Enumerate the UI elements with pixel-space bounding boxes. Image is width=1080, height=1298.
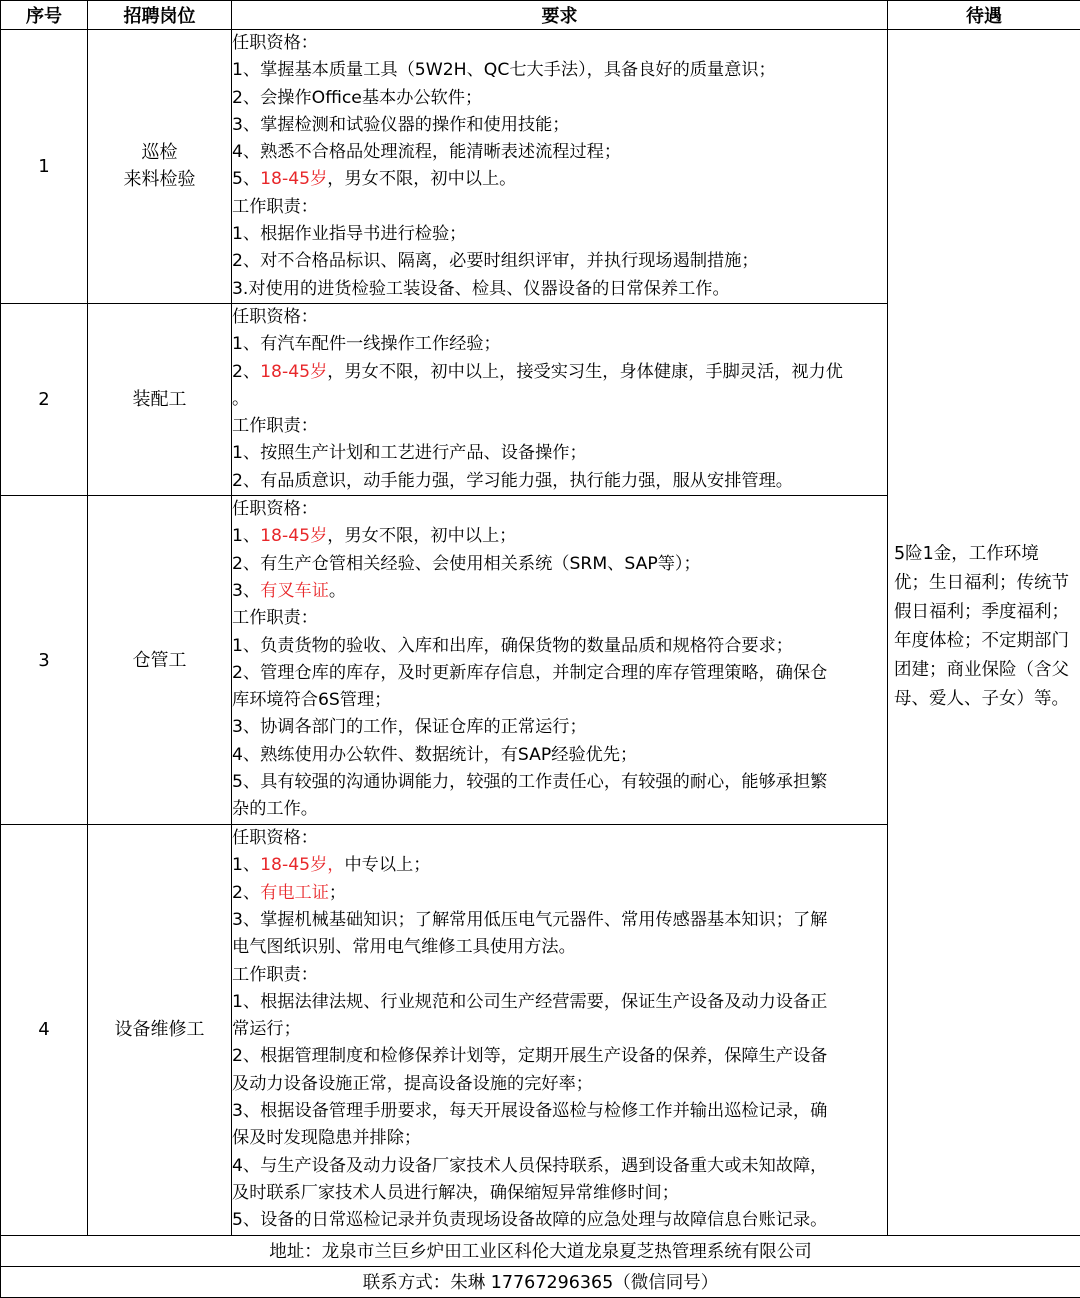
position-line: 来料检验 (88, 166, 231, 193)
requirement-line: 工作职责： (232, 962, 887, 989)
benefits-line: 优；生日福利；传统节 (894, 569, 1074, 598)
requirement-line: 2、根据管理制度和检修保养计划等，定期开展生产设备的保养，保障生产设备 (232, 1043, 887, 1070)
highlight-text: 18-45岁 (260, 526, 327, 546)
requirement-line: 5、具有较强的沟通协调能力，较强的工作责任心，有较强的耐心，能够承担繁 (232, 769, 887, 796)
requirement-line: 。 (232, 386, 887, 413)
row-number: 1 (1, 30, 88, 304)
address-text: 地址：龙泉市兰巨乡炉田工业区科伦大道龙泉夏芝热管理系统有限公司 (1, 1235, 1080, 1266)
requirements-cell (232, 825, 888, 1235)
requirement-line: 3、掌握机械基础知识；了解常用低压电气元器件、常用传感器基本知识；了解 (232, 907, 887, 934)
requirement-line: 3、根据设备管理手册要求，每天开展设备巡检与检修工作并输出巡检记录，确 (232, 1098, 887, 1125)
position-name (88, 30, 232, 304)
highlight-text: 18-45岁， (260, 855, 344, 875)
requirement-line: 4、熟悉不合格品处理流程，能清晰表述流程过程； (232, 139, 887, 166)
requirement-line: 3、掌握检测和试验仪器的操作和使用技能； (232, 112, 887, 139)
requirement-line: 5、设备的日常巡检记录并负责现场设备故障的应急处理与故障信息台账记录。 (232, 1207, 887, 1234)
requirement-line: 3.对使用的进货检验工装设备、检具、仪器设备的日常保养工作。 (232, 276, 887, 303)
row-number: 2 (1, 303, 88, 495)
requirement-line: 任职资格： (232, 30, 887, 57)
requirement-line: 工作职责： (232, 413, 887, 440)
requirement-line: 2、有电工证； (232, 880, 887, 907)
requirement-line: 电气图纸识别、常用电气维修工具使用方法。 (232, 934, 887, 961)
benefits-line: 母、爱人、子女）等。 (894, 685, 1074, 714)
requirement-line: 1、18-45岁，中专以上； (232, 852, 887, 879)
requirement-line: 4、熟练使用办公软件、数据统计，有SAP经验优先； (232, 742, 887, 769)
requirement-line: 3、有叉车证。 (232, 578, 887, 605)
benefits-line: 假日福利；季度福利； (894, 598, 1074, 627)
footer-row (1, 1235, 1080, 1266)
header-benefits: 待遇 (888, 1, 1080, 30)
row-number: 3 (1, 496, 88, 825)
requirements-cell (232, 303, 888, 495)
requirement-line: 库环境符合6S管理； (232, 687, 887, 714)
requirement-line: 工作职责： (232, 605, 887, 632)
highlight-text: 18-45岁 (260, 169, 327, 189)
benefits-line: 年度体检；不定期部门 (894, 627, 1074, 656)
requirement-line: 工作职责： (232, 194, 887, 221)
benefits-text (894, 540, 1074, 714)
contact-text: 联系方式：朱琳 17767296365（微信同号） (1, 1266, 1080, 1297)
requirement-line: 3、协调各部门的工作，保证仓库的正常运行； (232, 714, 887, 741)
requirement-line: 4、与生产设备及动力设备厂家技术人员保持联系，遇到设备重大或未知故障， (232, 1153, 887, 1180)
requirement-line: 1、按照生产计划和工艺进行产品、设备操作； (232, 440, 887, 467)
header-position: 招聘岗位 (88, 1, 232, 30)
highlight-text: 18-45岁 (260, 362, 327, 382)
requirement-line: 5、18-45岁，男女不限，初中以上。 (232, 166, 887, 193)
header-requirements: 要求 (232, 1, 888, 30)
position-name: 仓管工 (88, 496, 232, 825)
requirement-line: 及动力设备设施正常，提高设备设施的完好率； (232, 1071, 887, 1098)
requirement-line: 1、18-45岁，男女不限，初中以上； (232, 523, 887, 550)
requirement-line: 任职资格： (232, 496, 887, 523)
table-row (1, 30, 1080, 304)
requirement-line: 1、根据作业指导书进行检验； (232, 221, 887, 248)
benefits-line: 5险1金，工作环境 (894, 540, 1074, 569)
requirements-cell (232, 496, 888, 825)
requirement-line: 1、负责货物的验收、入库和出库，确保货物的数量品质和规格符合要求； (232, 633, 887, 660)
requirement-line: 2、对不合格品标识、隔离，必要时组织评审，并执行现场遏制措施； (232, 248, 887, 275)
requirement-line: 2、18-45岁，男女不限，初中以上，接受实习生，身体健康，手脚灵活，视力优 (232, 359, 887, 386)
requirement-line: 2、管理仓库的库存，及时更新库存信息，并制定合理的库存管理策略，确保仓 (232, 660, 887, 687)
header-num: 序号 (1, 1, 88, 30)
requirement-line: 1、根据法律法规、行业规范和公司生产经营需要，保证生产设备及动力设备正 (232, 989, 887, 1016)
requirement-line: 保及时发现隐患并排除； (232, 1125, 887, 1152)
position-line: 巡检 (88, 139, 231, 166)
requirement-line: 1、有汽车配件一线操作工作经验； (232, 331, 887, 358)
highlight-text: 有电工证 (260, 883, 329, 903)
position-name: 设备维修工 (88, 825, 232, 1235)
requirements-cell (232, 30, 888, 304)
requirement-line: 常运行； (232, 1016, 887, 1043)
benefits-cell (888, 30, 1080, 1236)
requirement-line: 2、有品质意识，动手能力强，学习能力强，执行能力强，服从安排管理。 (232, 468, 887, 495)
requirement-line: 任职资格： (232, 825, 887, 852)
footer-row (1, 1266, 1080, 1297)
requirement-line: 1、掌握基本质量工具（5W2H、QC七大手法），具备良好的质量意识； (232, 57, 887, 84)
benefits-line: 团建；商业保险（含父 (894, 656, 1074, 685)
requirement-line: 杂的工作。 (232, 796, 887, 823)
highlight-text: 有叉车证 (260, 581, 329, 601)
position-name: 装配工 (88, 303, 232, 495)
requirement-line: 2、有生产仓管相关经验、会使用相关系统（SRM、SAP等）； (232, 551, 887, 578)
requirement-line: 任职资格： (232, 304, 887, 331)
row-number: 4 (1, 825, 88, 1235)
requirement-line: 2、会操作Office基本办公软件； (232, 85, 887, 112)
requirement-line: 及时联系厂家技术人员进行解决，确保缩短异常维修时间； (232, 1180, 887, 1207)
